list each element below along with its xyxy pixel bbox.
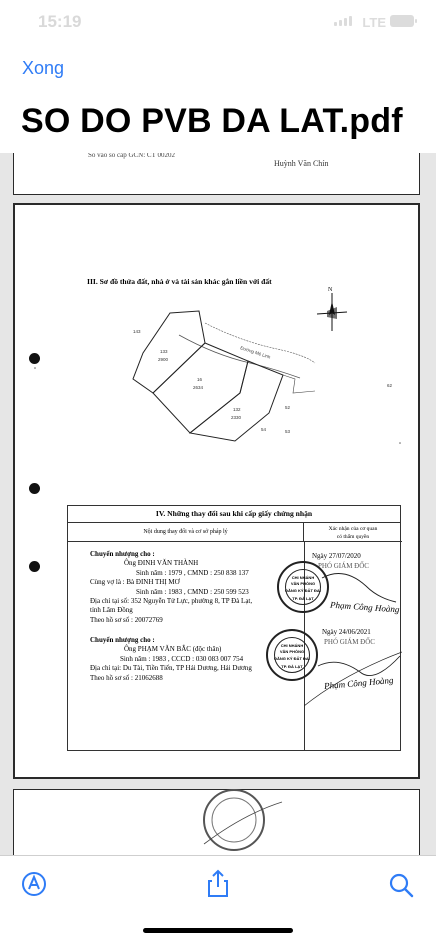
changes-table	[67, 505, 401, 751]
stamp-line3: ĐĂNG KÝ ĐẤT ĐAI	[285, 588, 321, 593]
punch-hole	[29, 561, 40, 572]
entry1-spouse-birth: Sinh năm : 1983 , CMND : 250 599 523	[136, 587, 249, 596]
svg-text:52: 52	[285, 405, 291, 410]
official-stamp-icon	[277, 561, 329, 613]
column-header-content: Nội dung thay đổi và cơ sở pháp lý	[68, 523, 304, 542]
signature-mark-icon	[262, 153, 302, 158]
entry1-birth: Sinh năm : 1979 , CMND : 250 838 137	[136, 568, 249, 577]
search-icon	[386, 869, 416, 899]
entry2-signature: Phạm Công Hoàng	[323, 674, 394, 692]
entry2-address: Địa chỉ tại: Du Tài, Tiền Tiến, TP Hải Dương, Hải Dương	[90, 664, 252, 673]
stamp-line4: TP. ĐÀ LẠT	[281, 664, 303, 669]
network-label: LTE	[362, 15, 386, 30]
signature-scribble-icon	[304, 506, 402, 752]
svg-text:2634: 2634	[193, 385, 204, 390]
document-viewer[interactable]	[0, 153, 436, 855]
stamp-line3: ĐĂNG KÝ ĐẤT ĐAI	[274, 656, 310, 661]
svg-text:2330: 2330	[231, 415, 242, 420]
section4-title: IV. Những thay đổi sau khi cấp giấy chứng nhận	[68, 506, 400, 523]
official-stamp-icon	[266, 629, 318, 681]
entry2-birth: Sinh năm : 1983 , CCCD : 030 083 007 754	[120, 654, 244, 663]
entry2-role: PHÓ GIÁM ĐỐC	[324, 638, 375, 646]
stamp-line2: VĂN PHÒNG	[290, 581, 316, 586]
plot-label-143: 143	[133, 329, 141, 334]
svg-text:2900: 2900	[158, 357, 169, 362]
confirmation-header-line1: Xác nhận của cơ quan	[328, 526, 378, 532]
file-title: SO DO PVB DA LAT.pdf	[21, 102, 403, 140]
punch-hole	[29, 483, 40, 494]
land-plot-diagram	[15, 283, 418, 493]
entry2-date: Ngày 24/06/2021	[322, 628, 371, 636]
share-icon	[203, 869, 233, 899]
status-time: 15:19	[38, 12, 82, 31]
stamp-line2: VĂN PHÒNG	[279, 649, 305, 654]
svg-text:54: 54	[261, 427, 267, 432]
entry1-heading: Chuyển nhượng cho :	[90, 550, 155, 558]
punch-hole	[29, 353, 40, 364]
pdf-page-1	[13, 153, 420, 195]
section3-title: III. Sơ đồ thửa đất, nhà ở và tài sản khác gắn liền với đất	[87, 277, 272, 286]
done-button[interactable]: Xong	[22, 58, 65, 78]
home-indicator[interactable]	[143, 928, 293, 933]
svg-text:16: 16	[197, 377, 203, 382]
pdf-page-3	[13, 789, 420, 855]
entry1-file: Theo hồ sơ số : 20072769	[90, 615, 163, 624]
markup-icon	[21, 869, 51, 899]
entry1-spouse: Cùng vợ là : Bà ĐINH THỊ MƠ	[90, 578, 180, 587]
entry1-name: Ông ĐINH VĂN THÀNH	[124, 559, 199, 568]
entry1-address-2: tỉnh Lâm Đồng	[90, 606, 133, 615]
north-label: N	[328, 287, 333, 293]
entry1-address-1: Địa chỉ tại số: 352 Nguyễn Tử Lực, phường 8, TP Đà Lạt,	[90, 597, 253, 606]
entry2-name: Ông PHẠM VĂN BẮC (độc thân)	[124, 645, 222, 654]
page1-signer-name: Huỳnh Văn Chín	[274, 159, 329, 168]
svg-text:62: 62	[387, 383, 393, 388]
entry2-file: Theo hồ sơ số : 21062688	[90, 673, 163, 682]
north-compass-icon	[317, 293, 347, 331]
confirmation-header-line2: có thẩm quyền	[336, 534, 370, 540]
svg-text:53: 53	[285, 429, 291, 434]
entry1-date: Ngày 27/07/2020	[312, 552, 361, 560]
search-button[interactable]	[386, 869, 416, 899]
signal-icon	[334, 16, 352, 26]
stamp-line1: CHI NHÁNH	[291, 575, 315, 580]
entry1-role: PHÓ GIÁM ĐỐC	[318, 562, 369, 570]
entry2-heading: Chuyển nhượng cho :	[90, 636, 155, 644]
status-bar	[0, 0, 436, 46]
svg-text:132: 132	[233, 407, 241, 412]
battery-icon	[390, 15, 414, 27]
stamp-line1: CHI NHÁNH	[280, 643, 304, 648]
transfer-entry-1	[90, 550, 252, 625]
share-button[interactable]	[203, 869, 233, 899]
entry1-signature: Phạm Công Hoàng	[329, 599, 400, 615]
markup-button[interactable]	[21, 869, 51, 899]
pdf-page-2	[13, 203, 420, 779]
official-stamp-icon	[184, 784, 284, 855]
svg-text:133: 133	[160, 349, 168, 354]
road-label: Đường Mê Linh	[239, 345, 272, 360]
page1-register-number: Số vào sổ cấp GCN: CT 00202	[88, 153, 175, 159]
transfer-entry-2	[90, 636, 252, 683]
stamp-line4: TP. ĐÀ LẠT	[292, 596, 314, 601]
